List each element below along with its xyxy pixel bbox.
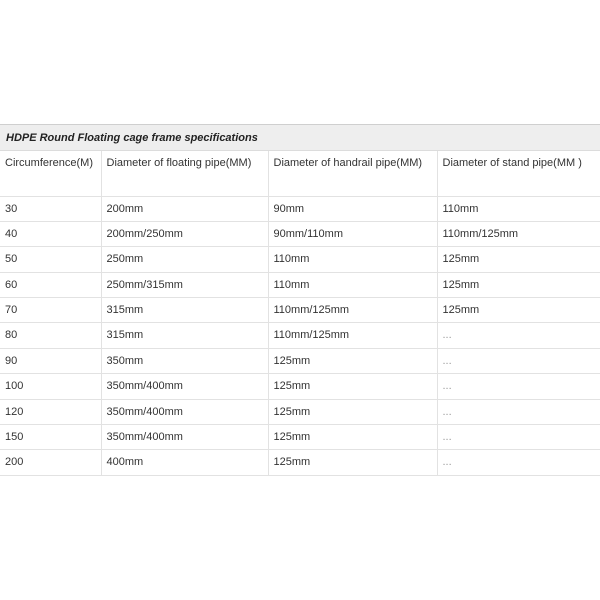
table-row: [0, 425, 600, 450]
cell-floating-pipe: 250mm: [101, 247, 268, 272]
cell-stand-pipe: ...: [437, 323, 600, 348]
cell-floating-pipe: 200mm/250mm: [101, 221, 268, 246]
header-circumference: Circumference(M): [0, 151, 101, 196]
cell-floating-pipe: 350mm/400mm: [101, 399, 268, 424]
table-row: [0, 221, 600, 246]
table-row: [0, 374, 600, 399]
cell-circumference: 100: [0, 374, 101, 399]
cell-handrail-pipe: 110mm: [268, 247, 437, 272]
cell-stand-pipe: ...: [437, 399, 600, 424]
table-row: [0, 247, 600, 272]
header-stand-pipe: Diameter of stand pipe(MM ): [437, 151, 600, 196]
cell-floating-pipe: 400mm: [101, 450, 268, 475]
cell-stand-pipe: 125mm: [437, 247, 600, 272]
cell-stand-pipe: 110mm/125mm: [437, 221, 600, 246]
cell-circumference: 150: [0, 425, 101, 450]
cell-stand-pipe: ...: [437, 425, 600, 450]
cell-circumference: 30: [0, 196, 101, 221]
header-floating-pipe: Diameter of floating pipe(MM): [101, 151, 268, 196]
cell-floating-pipe: 250mm/315mm: [101, 272, 268, 297]
cell-circumference: 200: [0, 450, 101, 475]
table-row: [0, 298, 600, 323]
cell-handrail-pipe: 90mm: [268, 196, 437, 221]
header-row: [0, 151, 600, 196]
cell-handrail-pipe: 125mm: [268, 425, 437, 450]
spec-table-container: [0, 124, 600, 476]
cell-circumference: 70: [0, 298, 101, 323]
cell-handrail-pipe: 110mm/125mm: [268, 298, 437, 323]
cell-handrail-pipe: 90mm/110mm: [268, 221, 437, 246]
spec-table: [0, 151, 600, 476]
cell-floating-pipe: 350mm/400mm: [101, 425, 268, 450]
cell-stand-pipe: ...: [437, 348, 600, 373]
cell-floating-pipe: 350mm/400mm: [101, 374, 268, 399]
cell-handrail-pipe: 125mm: [268, 374, 437, 399]
table-title: HDPE Round Floating cage frame specifications: [0, 124, 600, 151]
cell-circumference: 60: [0, 272, 101, 297]
cell-handrail-pipe: 110mm/125mm: [268, 323, 437, 348]
cell-handrail-pipe: 125mm: [268, 399, 437, 424]
cell-circumference: 90: [0, 348, 101, 373]
table-row: [0, 196, 600, 221]
cell-floating-pipe: 200mm: [101, 196, 268, 221]
cell-circumference: 50: [0, 247, 101, 272]
cell-stand-pipe: 125mm: [437, 272, 600, 297]
cell-floating-pipe: 350mm: [101, 348, 268, 373]
cell-circumference: 120: [0, 399, 101, 424]
header-handrail-pipe: Diameter of handrail pipe(MM): [268, 151, 437, 196]
cell-floating-pipe: 315mm: [101, 298, 268, 323]
cell-stand-pipe: 110mm: [437, 196, 600, 221]
table-row: [0, 450, 600, 475]
table-row: [0, 348, 600, 373]
cell-circumference: 80: [0, 323, 101, 348]
cell-stand-pipe: ...: [437, 450, 600, 475]
cell-stand-pipe: ...: [437, 374, 600, 399]
cell-stand-pipe: 125mm: [437, 298, 600, 323]
table-row: [0, 399, 600, 424]
table-row: [0, 272, 600, 297]
cell-handrail-pipe: 110mm: [268, 272, 437, 297]
cell-handrail-pipe: 125mm: [268, 450, 437, 475]
cell-circumference: 40: [0, 221, 101, 246]
cell-handrail-pipe: 125mm: [268, 348, 437, 373]
table-row: [0, 323, 600, 348]
cell-floating-pipe: 315mm: [101, 323, 268, 348]
